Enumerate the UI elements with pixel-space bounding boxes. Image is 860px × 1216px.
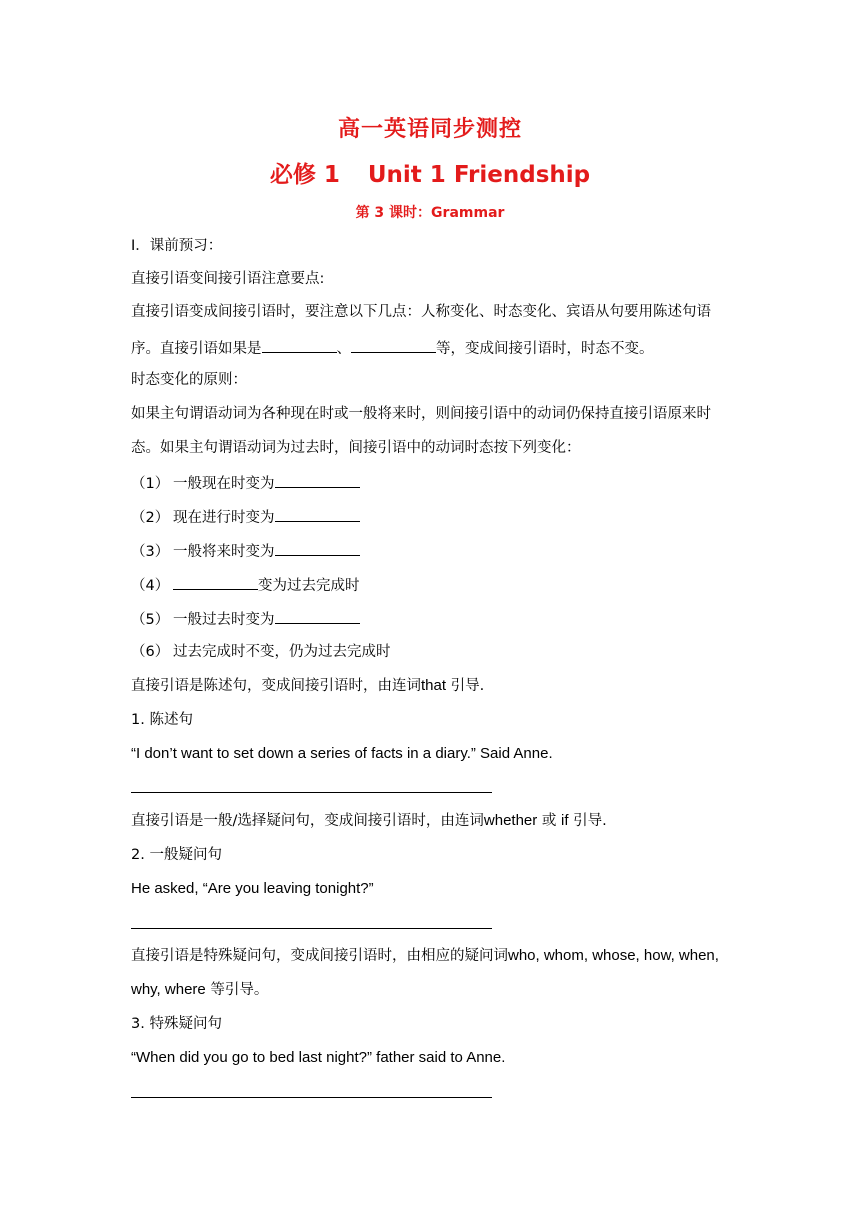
rule-text: 一般将来时变为: [173, 544, 275, 560]
rule-number: （6）: [131, 644, 170, 660]
rule-text: 现在进行时变为: [173, 510, 275, 526]
paragraph-line: 态。如果主句谓语动词为过去时，间接引语中的动词时态按下列变化：: [131, 440, 581, 456]
rule-number: （1）: [131, 476, 170, 492]
statement-heading: 1. 陈述句: [131, 712, 193, 728]
rule-number: （4）: [131, 578, 170, 594]
document-title: 高一英语同步测控: [337, 117, 522, 142]
rule-item: [131, 539, 360, 563]
note-title: 直接引语变间接引语注意要点:: [131, 271, 325, 287]
lesson-heading: 第 3 课时：Grammar: [355, 205, 505, 221]
rule-text: 过去完成时不变，仍为过去完成时: [173, 644, 391, 660]
intro-text: 直接引语是陈述句，变成间接引语时，由连词: [131, 678, 421, 694]
separator-text: 、: [336, 341, 351, 357]
rule-number: （3）: [131, 544, 170, 560]
general-question-intro: [131, 810, 607, 832]
rule-text: 一般现在时变为: [173, 476, 275, 492]
statement-intro: [131, 675, 484, 697]
tense-title: 时态变化的原则：: [131, 372, 247, 388]
unit-heading: [0, 156, 860, 189]
paragraph-text: 序。直接引语如果是: [131, 341, 262, 357]
intro-text: 直接引语是一般/选择疑问句，变成间接引语时，由连词: [131, 813, 484, 829]
intro-text: 直接引语是特殊疑问句，变成间接引语时，由相应的疑问词: [131, 948, 508, 964]
section-heading: I．课前预习：: [131, 238, 223, 254]
rule-number: （5）: [131, 612, 170, 628]
general-question-example: He asked, “Are you leaving tonight?”: [131, 880, 374, 897]
fill-blank[interactable]: [173, 573, 258, 590]
paragraph-text: 等，变成间接引语时，时态不变。: [436, 341, 654, 357]
fill-blank[interactable]: [351, 336, 436, 353]
fill-blank[interactable]: [275, 607, 360, 624]
fill-blank[interactable]: [275, 505, 360, 522]
fill-blank[interactable]: [275, 539, 360, 556]
rule-item: [131, 641, 391, 663]
paragraph-line: 直接引语变成间接引语时，要注意以下几点：人称变化、时态变化、宾语从句要用陈述句语: [131, 304, 711, 320]
intro-text: 等引导。: [210, 982, 269, 998]
special-question-intro: [131, 945, 719, 967]
connective-word: whether: [483, 812, 538, 829]
connective-word: if: [560, 812, 569, 829]
rule-item: [131, 573, 360, 597]
fill-blank[interactable]: [262, 336, 337, 353]
general-question-heading: 2. 一般疑问句: [131, 847, 222, 863]
fill-blank[interactable]: [275, 471, 360, 488]
question-words: who, whom, whose, how, when,: [508, 947, 719, 964]
rule-number: （2）: [131, 510, 170, 526]
paragraph-line: [131, 336, 654, 360]
special-question-heading: 3. 特殊疑问句: [131, 1016, 222, 1032]
intro-text: 引导.: [450, 678, 485, 694]
answer-line[interactable]: [131, 792, 492, 793]
statement-example: “I don’t want to set down a series of facts in a diary.” Said Anne.: [131, 745, 553, 762]
rule-text: 变为过去完成时: [258, 578, 360, 594]
special-question-example: “When did you go to bed last night?” father said to Anne.: [131, 1049, 506, 1066]
special-question-intro: [131, 979, 268, 1001]
intro-text: 或: [541, 813, 557, 829]
question-words: why, where: [131, 981, 206, 998]
intro-text: 引导.: [573, 813, 607, 829]
connective-word: that: [421, 677, 447, 694]
unit-label: Unit 1 Friendship: [367, 162, 591, 188]
module-label: 必修 1: [269, 162, 340, 188]
rule-text: 一般过去时变为: [173, 612, 275, 628]
paragraph-line: 如果主句谓语动词为各种现在时或一般将来时，则间接引语中的动词仍保持直接引语原来时: [131, 406, 711, 422]
rule-item: [131, 471, 360, 495]
rule-item: [131, 505, 360, 529]
answer-line[interactable]: [131, 1097, 492, 1098]
answer-line[interactable]: [131, 928, 492, 929]
rule-item: [131, 607, 360, 631]
